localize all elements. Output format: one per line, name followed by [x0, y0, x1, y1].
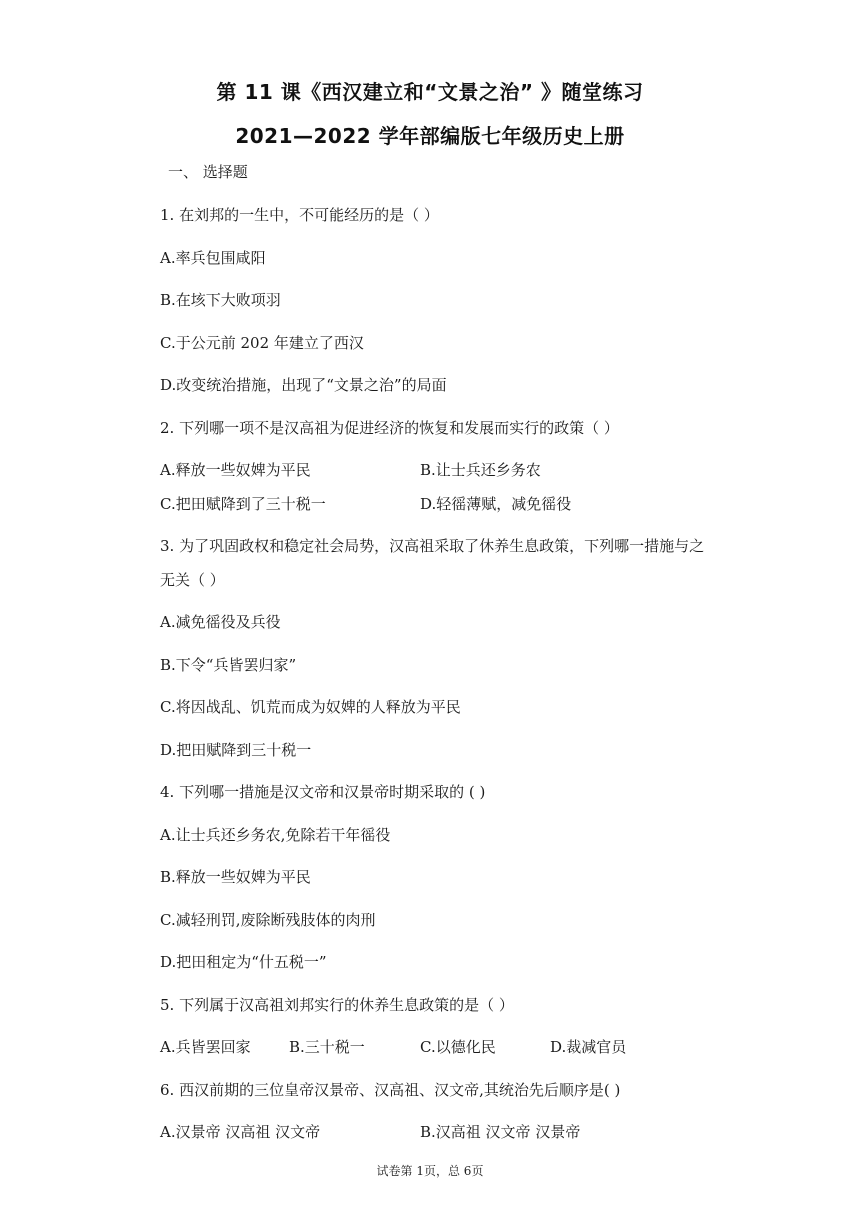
question-1-option-d: D.改变统治措施，出现了“文景之治”的局面: [160, 376, 447, 394]
question-4-option-d: D.把田租定为“什五税一”: [160, 953, 327, 971]
question-3-option-b: B.下令“兵皆罢归家”: [160, 656, 297, 674]
page-footer: 试卷第 1页，总 6页: [376, 1164, 484, 1178]
question-4-stem: 4. 下列哪一措施是汉文帝和汉景帝时期采取的 ( ): [160, 783, 486, 801]
question-3-stem-line2: 无关（ ）: [160, 571, 225, 589]
question-2-option-b: B.让士兵还乡务农: [420, 461, 541, 479]
question-3-option-c: C.将因战乱、饥荒而成为奴婢的人释放为平民: [160, 698, 461, 716]
question-4-option-a: A.让士兵还乡务农,免除若干年徭役: [160, 826, 391, 844]
question-2-option-a: A.释放一些奴婢为平民: [160, 461, 311, 479]
question-1-option-b: B.在垓下大败项羽: [160, 291, 281, 309]
question-1-stem: 1. 在刘邦的一生中，不可能经历的是（ ）: [160, 206, 439, 224]
question-6-option-b: B.汉高祖 汉文帝 汉景帝: [420, 1123, 581, 1141]
question-3-stem-line1: 3. 为了巩固政权和稳定社会局势，汉高祖采取了休养生息政策，下列哪一措施与之: [160, 537, 705, 555]
section-heading: 一、 选择题: [168, 163, 248, 181]
question-1-option-a: A.率兵包围咸阳: [160, 249, 266, 267]
question-5-option-a: A.兵皆罢回家: [160, 1038, 251, 1056]
question-5-option-b: B.三十税一: [289, 1038, 365, 1056]
question-2-stem: 2. 下列哪一项不是汉高祖为促进经济的恢复和发展而实行的政策（ ）: [160, 419, 619, 437]
question-4-option-c: C.减轻刑罚,废除断残肢体的肉刑: [160, 911, 376, 929]
question-3-option-d: D.把田赋降到三十税一: [160, 741, 312, 759]
question-5-stem: 5. 下列属于汉高祖刘邦实行的休养生息政策的是（ ）: [160, 996, 514, 1014]
question-5-option-c: C.以德化民: [420, 1038, 496, 1056]
question-2-option-c: C.把田赋降到了三十税一: [160, 495, 326, 513]
question-4-option-b: B.释放一些奴婢为平民: [160, 868, 311, 886]
question-5-option-d: D.裁减官员: [550, 1038, 627, 1056]
question-2-option-d: D.轻徭薄赋，减免徭役: [420, 495, 572, 513]
question-6-stem: 6. 西汉前期的三位皇帝汉景帝、汉高祖、汉文帝,其统治先后顺序是( ): [160, 1081, 621, 1099]
question-3-option-a: A.减免徭役及兵役: [160, 613, 281, 631]
question-1-option-c: C.于公元前 202 年建立了西汉: [160, 334, 364, 352]
question-6-option-a: A.汉景帝 汉高祖 汉文帝: [160, 1123, 321, 1141]
page-subtitle: 2021—2022 学年部编版七年级历史上册: [235, 124, 625, 148]
page-title: 第 11 课《西汉建立和“文景之治” 》随堂练习: [216, 80, 644, 104]
